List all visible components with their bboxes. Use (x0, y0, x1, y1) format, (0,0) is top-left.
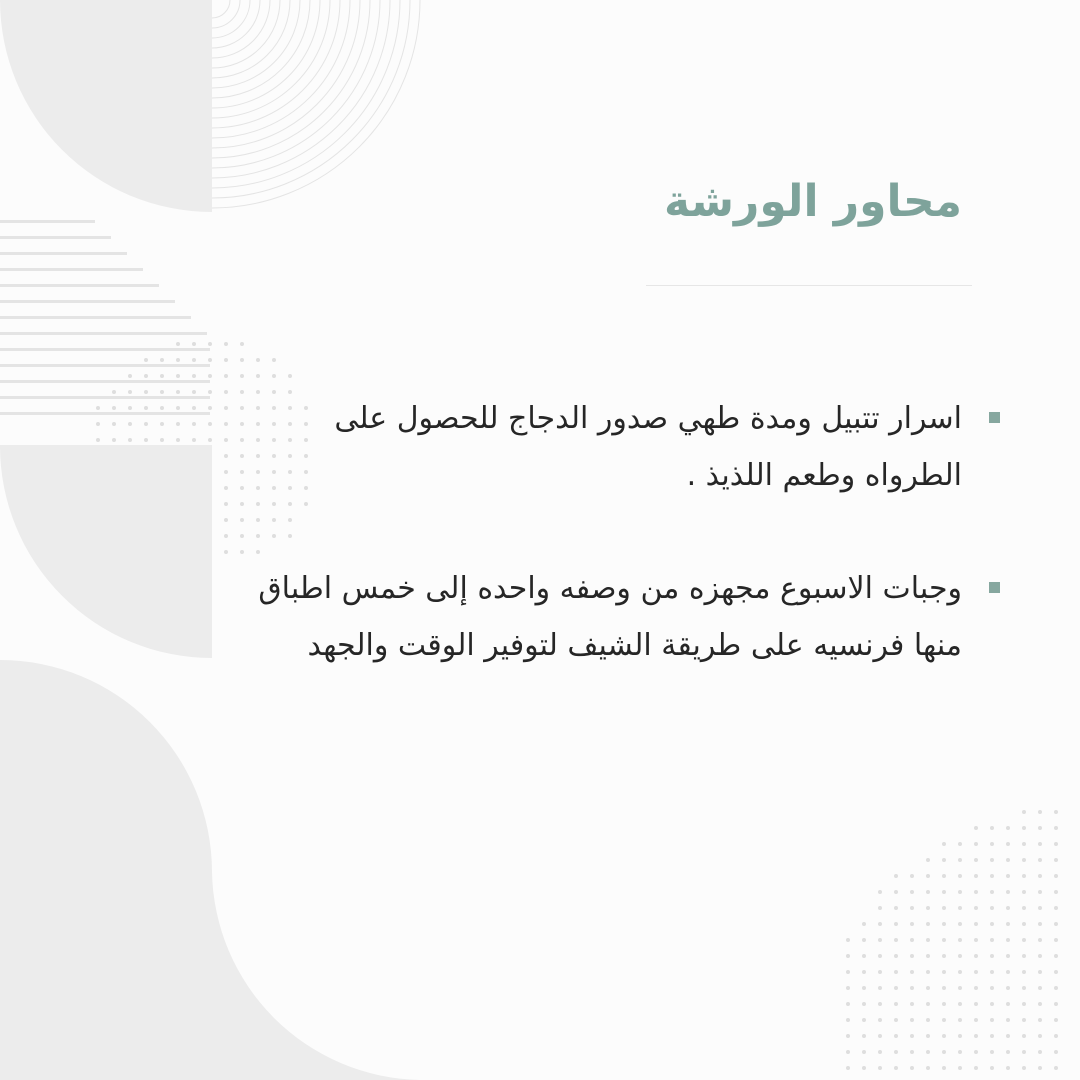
topic-item-2 (240, 560, 1000, 674)
title-divider (646, 285, 972, 286)
topic-text-2: وجبات الاسبوع مجهزه من وصفه واحده إلى خمس اطباق منها فرنسيه على طريقة الشيف لتوفير الوقت والجهد (258, 571, 962, 663)
square-bullet-icon (989, 582, 1000, 593)
slide-title: محاور الورشة (664, 176, 962, 227)
topics-list (240, 390, 1000, 674)
topic-item-1 (240, 390, 1000, 504)
topic-text-1: اسرار تتبيل ومدة طهي صدور الدجاج للحصول على الطرواه وطعم اللذيذ . (334, 401, 962, 493)
square-bullet-icon (989, 412, 1000, 423)
